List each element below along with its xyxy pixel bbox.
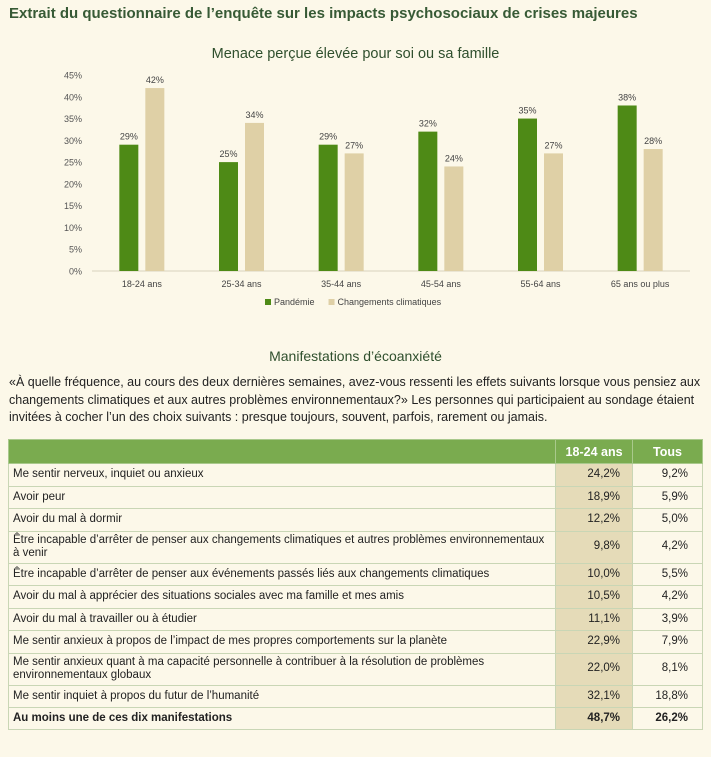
row-value-all: 18,8% [633, 685, 703, 708]
row-label: Être incapable d’arrêter de penser aux changements climatiques et autres problèmes environnementaux à venir [9, 531, 556, 563]
bar-value-label: 29% [119, 131, 138, 142]
header-18-24: 18-24 ans [556, 440, 633, 464]
x-tick-label: 55-64 ans [520, 279, 561, 289]
table-row [9, 486, 703, 509]
row-value-18-24: 24,2% [556, 464, 633, 487]
row-value-all: 4,2% [633, 586, 703, 609]
y-tick-label: 0% [68, 266, 82, 277]
table-row-total [9, 708, 703, 730]
table-row [9, 685, 703, 708]
row-value-all: 5,9% [633, 486, 703, 509]
row-value-18-24: 10,0% [556, 563, 633, 586]
y-tick-label: 10% [63, 222, 82, 233]
bar-pandemie [618, 105, 637, 271]
bar-pandemie [119, 145, 138, 271]
x-tick-label: 18-24 ans [121, 279, 162, 289]
row-value-all: 3,9% [633, 608, 703, 631]
table-row [9, 464, 703, 487]
bar-climat [544, 153, 563, 271]
y-tick-label: 35% [63, 114, 82, 125]
bar-value-label: 27% [544, 140, 563, 151]
row-label: Avoir peur [9, 486, 556, 509]
row-value-18-24: 48,7% [556, 708, 633, 730]
row-label: Me sentir anxieux quant à ma capacité personnelle à contribuer à la résolution de problèmes environnementaux globaux [9, 653, 556, 685]
x-tick-label: 45-54 ans [420, 279, 461, 289]
row-value-all: 5,0% [633, 509, 703, 532]
bar-climat [444, 166, 463, 271]
bar-value-label: 28% [644, 136, 663, 147]
bar-climat [345, 153, 364, 271]
table-row [9, 586, 703, 609]
ecoanxiety-table [8, 439, 703, 730]
bar-value-label: 32% [418, 118, 437, 129]
bars [119, 75, 662, 271]
legend-swatch [265, 299, 271, 305]
row-value-all: 8,1% [633, 653, 703, 685]
y-tick-label: 5% [68, 244, 82, 255]
row-label: Avoir du mal à apprécier des situations sociales avec ma famille et mes amis [9, 586, 556, 609]
row-value-18-24: 9,8% [556, 531, 633, 563]
y-axis-labels [64, 71, 82, 277]
y-tick-label: 15% [63, 201, 82, 212]
legend-swatch [329, 299, 335, 305]
bar-value-label: 34% [245, 109, 264, 120]
y-tick-label: 25% [63, 157, 82, 168]
row-label: Me sentir nerveux, inquiet ou anxieux [9, 464, 556, 487]
row-value-all: 5,5% [633, 563, 703, 586]
table-header-row [9, 440, 703, 464]
bar-value-label: 24% [444, 153, 463, 164]
row-value-all: 9,2% [633, 464, 703, 487]
bar-climat [644, 149, 663, 271]
row-value-18-24: 10,5% [556, 586, 633, 609]
row-value-18-24: 32,1% [556, 685, 633, 708]
x-axis-labels [122, 279, 670, 289]
bar-climat [145, 88, 164, 271]
bar-value-label: 27% [345, 140, 364, 151]
table-row [9, 653, 703, 685]
row-value-18-24: 12,2% [556, 509, 633, 532]
table-row [9, 531, 703, 563]
table-row [9, 563, 703, 586]
x-tick-label: 25-34 ans [221, 279, 262, 289]
chart-title: Menace perçue élevée pour soi ou sa famille [211, 46, 500, 62]
row-label: Me sentir anxieux à propos de l’impact de mes propres comportements sur la planète [9, 631, 556, 654]
row-value-all: 7,9% [633, 631, 703, 654]
row-label: Être incapable d’arrêter de penser aux événements passés liés aux changements climatiques [9, 563, 556, 586]
row-value-18-24: 22,9% [556, 631, 633, 654]
legend-label: Changements climatiques [337, 297, 442, 307]
page-title: Extrait du questionnaire de l’enquête sur les impacts psychosociaux de crises majeures [9, 5, 638, 22]
bar-pandemie [319, 145, 338, 271]
row-value-18-24: 18,9% [556, 486, 633, 509]
row-value-all: 4,2% [633, 531, 703, 563]
table-row [9, 509, 703, 532]
y-tick-label: 45% [63, 70, 82, 81]
header-all: Tous [633, 440, 703, 464]
bar-climat [245, 123, 264, 271]
y-tick-label: 30% [63, 135, 82, 146]
row-label: Avoir du mal à dormir [9, 509, 556, 532]
row-value-18-24: 11,1% [556, 608, 633, 631]
table-row [9, 608, 703, 631]
row-label: Avoir du mal à travailler ou à étudier [9, 608, 556, 631]
x-tick-label: 35-44 ans [321, 279, 362, 289]
bar-value-label: 25% [219, 149, 238, 160]
bar-pandemie [219, 162, 238, 271]
section-title: Manifestations d’écoanxiété [269, 348, 442, 364]
bar-value-label: 38% [618, 92, 637, 103]
row-value-all: 26,2% [633, 708, 703, 730]
x-tick-label: 65 ans ou plus [610, 279, 670, 289]
row-label: Au moins une de ces dix manifestations [9, 708, 556, 730]
bar-pandemie [418, 132, 437, 271]
bar-value-label: 29% [319, 131, 338, 142]
y-tick-label: 20% [63, 179, 82, 190]
bar-pandemie [518, 119, 537, 271]
header-label [9, 440, 556, 464]
row-label: Me sentir inquiet à propos du futur de l’humanité [9, 685, 556, 708]
row-value-18-24: 22,0% [556, 653, 633, 685]
bar-value-label: 35% [518, 105, 537, 116]
intro-text: «À quelle fréquence, au cours des deux dernières semaines, avez-vous ressenti les effets suivants lorsque vous pensiez aux changements climatiques et aux autres problèmes environnementaux?» Les personnes qui participaient au sondage étaient invitées à cocher l’un des choix suivants : presque toujours, souvent, parfois, rarement ou jamais. [9, 375, 701, 424]
legend-label: Pandémie [274, 297, 315, 307]
bar-value-label: 42% [145, 75, 164, 86]
table-row [9, 631, 703, 654]
legend [265, 297, 442, 307]
y-tick-label: 40% [63, 92, 82, 103]
bar-chart [0, 0, 711, 320]
